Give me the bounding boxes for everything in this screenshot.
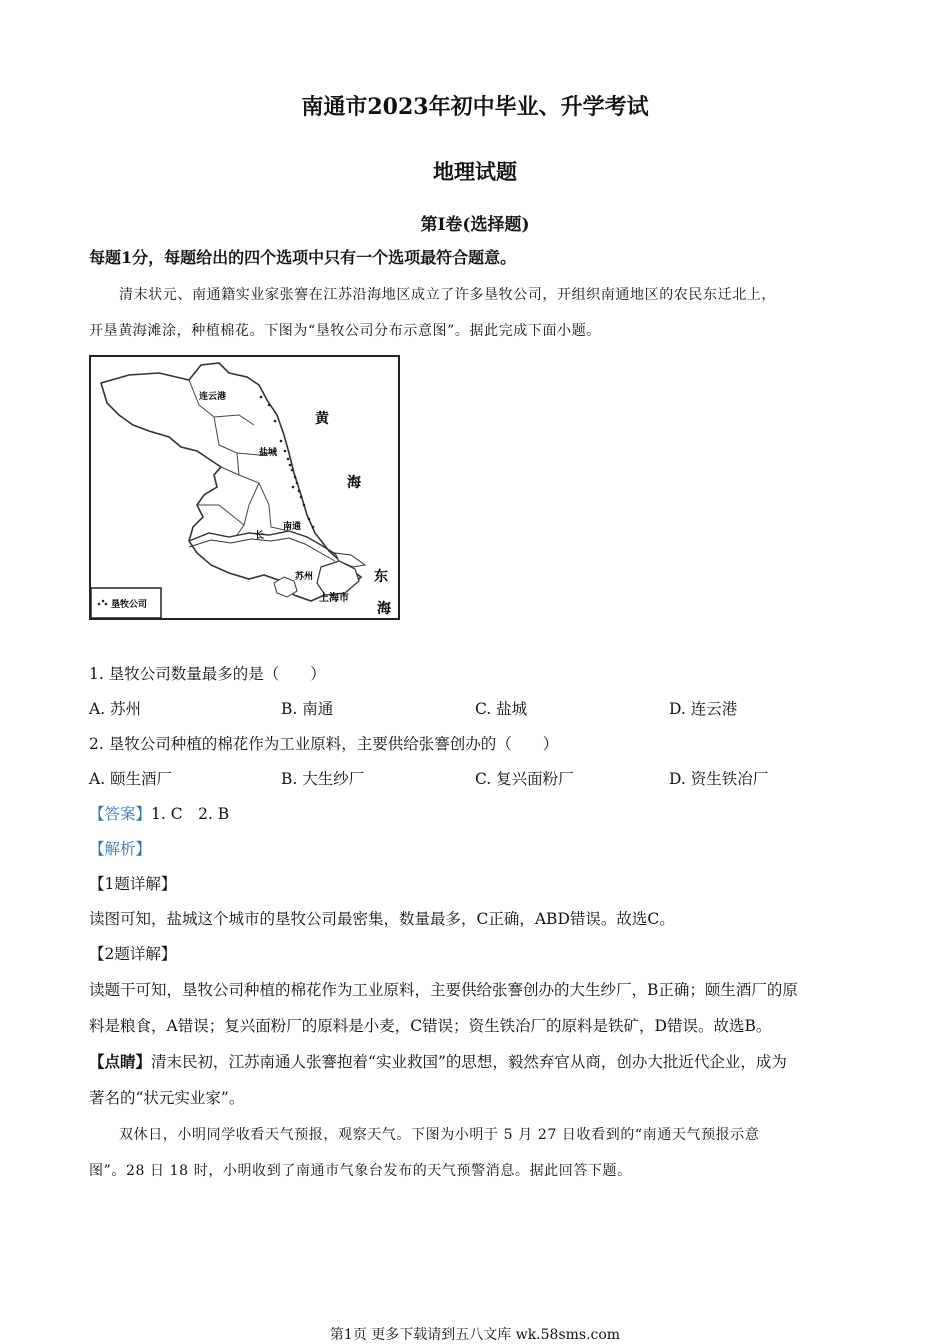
label-chang: 长 — [255, 531, 265, 541]
question-2-stem: 2. 垦牧公司种植的棉花作为工业原料，主要供给张謇创办的（ ） — [89, 735, 559, 753]
instruction: 每题1分，每题给出的四个选项中只有一个选项最符合题意。 — [89, 248, 517, 267]
q1-detail-text: 读图可知，盐城这个城市的垦牧公司最密集，数量最多，C正确，ABD错误。故选C。 — [89, 910, 675, 928]
answer-value: 1. C 2. B — [151, 805, 230, 823]
intro-line-1: 清末状元、南通籍实业家张謇在江苏沿海地区成立了许多垦牧公司，开组织南通地区的农民东迁北上， — [119, 287, 776, 303]
page-footer: 第1页 更多下载请到五八文库 wk.58sms.com — [329, 1327, 621, 1343]
tip-text-1: 清末民初，江苏南通人张謇抱着“实业救国”的思想，毅然弃官从商，创办大批近代企业，成为 — [151, 1053, 787, 1071]
label-east-sea-1: 东 — [374, 569, 388, 585]
label-nantong: 南通 — [283, 522, 302, 532]
label-lianyungang: 连云港 — [199, 392, 227, 402]
exam-title: 南通市2023年初中毕业、升学考试 — [301, 94, 649, 120]
label-yellow-sea-1: 黄 — [315, 411, 329, 427]
next-intro-line-1: 双休日，小明同学收看天气预报，观察天气。下图为小明于 5 月 27 日收看到的“南通天气预报示意 — [119, 1127, 760, 1143]
label-yellow-sea-2: 海 — [347, 475, 361, 491]
analysis-label: 【解析】 — [89, 840, 152, 858]
q2-option-b: B. 大生纱厂 — [281, 770, 365, 788]
section-title: 第Ⅰ卷(选择题) — [420, 215, 530, 235]
answer-line — [89, 802, 229, 824]
answer-label: 【答案】 — [89, 805, 152, 823]
q1-option-d: D. 连云港 — [669, 700, 738, 718]
q1-option-a: A. 苏州 — [89, 700, 142, 718]
label-suzhou: 苏州 — [295, 572, 314, 582]
q2-detail-line-2: 料是粮食，A错误；复兴面粉厂的原料是小麦，C错误；资生铁冶厂的原料是铁矿，D错误。故选B。 — [89, 1017, 772, 1035]
kenmu-company-map — [89, 355, 400, 620]
q1-detail-head: 【1题详解】 — [89, 875, 177, 893]
tip-line-1 — [89, 1050, 787, 1072]
next-intro-line-2: 图”。28 日 18 时，小明收到了南通市气象台发布的天气预警消息。据此回答下题。 — [89, 1163, 632, 1179]
intro-line-2: 开垦黄海滩涂，种植棉花。下图为“垦牧公司分布示意图”。据此完成下面小题。 — [89, 323, 601, 339]
q1-option-c: C. 盐城 — [475, 700, 528, 718]
q2-detail-line-1: 读题干可知，垦牧公司种植的棉花作为工业原料，主要供给张謇创办的大生纱厂，B正确；颐生酒厂的原 — [89, 981, 798, 999]
legend-label: 垦牧公司 — [111, 600, 148, 610]
label-yancheng: 盐城 — [259, 448, 278, 458]
exam-subject: 地理试题 — [433, 159, 517, 184]
tip-label: 【点睛】 — [89, 1052, 152, 1071]
label-east-sea-2: 海 — [377, 601, 391, 617]
q2-detail-head: 【2题详解】 — [89, 945, 177, 963]
q1-option-b: B. 南通 — [281, 700, 334, 718]
q2-option-d: D. 资生铁冶厂 — [669, 770, 769, 788]
q2-option-a: A. 颐生酒厂 — [89, 770, 173, 788]
tip-line-2: 著名的“状元实业家”。 — [89, 1089, 245, 1107]
label-shanghai: 上海市 — [319, 593, 349, 604]
question-1-stem: 1. 垦牧公司数量最多的是（ ） — [89, 665, 326, 683]
q2-option-c: C. 复兴面粉厂 — [475, 770, 574, 788]
